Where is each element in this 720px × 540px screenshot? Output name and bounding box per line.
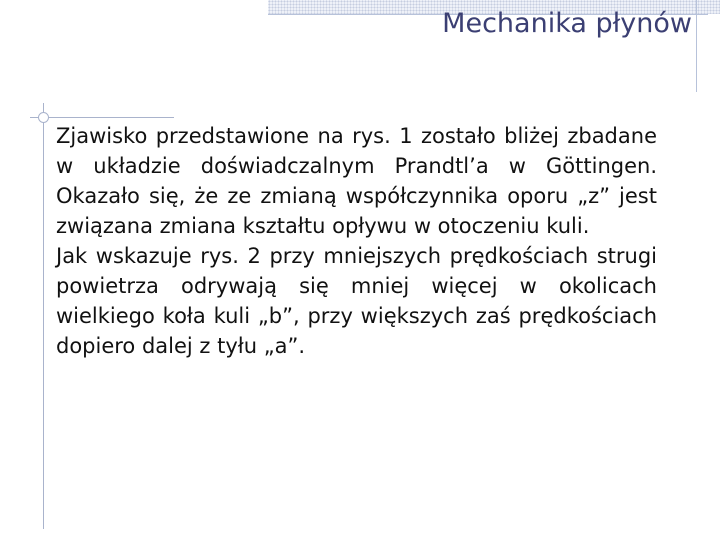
body-paragraph: Jak wskazuje rys. 2 przy mniejszych prędkościach strugi powietrza odrywają się mniej więcej w okolicach wielkiego koła kuli „b”, przy większych zaś prędkościach dopiero dalej z tyłu „a”. xyxy=(56,244,657,358)
crosshair-horizontal-line xyxy=(30,117,174,118)
crosshair-circle-icon xyxy=(38,112,49,123)
body-paragraph: Zjawisko przedstawione na rys. 1 zostało bliżej zbadane w układzie doświadczalnym Prandtl’a w Göttingen. Okazało się, że ze zmianą współczynnika oporu „z” jest związana zmiana kształtu opływu w otoczeniu kuli. xyxy=(56,124,657,238)
slide-body xyxy=(56,121,657,361)
slide-title: Mechanika płynów xyxy=(442,8,692,39)
crosshair-vertical-line xyxy=(43,103,44,529)
header-side-rule xyxy=(696,0,697,92)
